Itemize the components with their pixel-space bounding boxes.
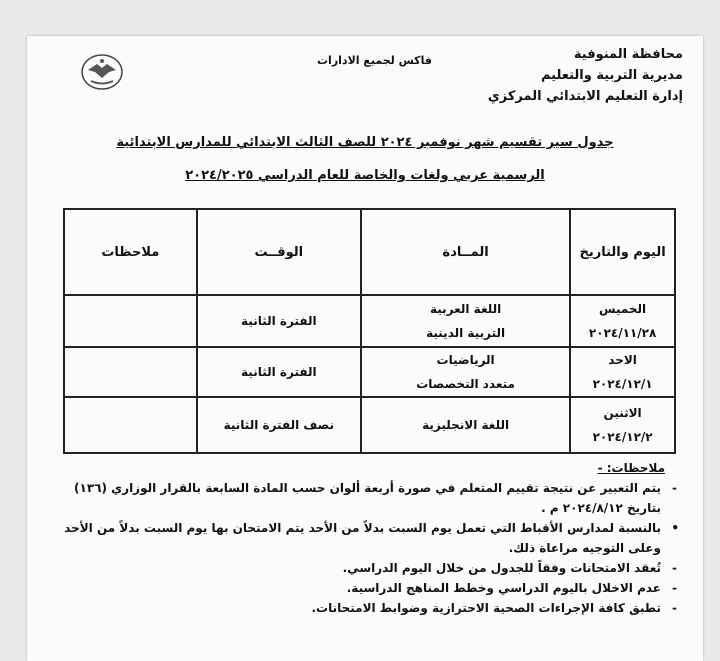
table-row xyxy=(64,295,675,347)
subject-name: التربية الدينية xyxy=(426,326,506,340)
header-day: اليوم والتاريخ xyxy=(570,209,675,295)
day-cell xyxy=(570,347,675,397)
subject-name: متعدد التخصصات xyxy=(416,377,515,391)
header-notes: ملاحظات xyxy=(64,209,197,295)
header-subject: المــادة xyxy=(361,209,570,295)
governorate-line: محافظة المنوفية xyxy=(573,47,683,62)
subject-cell xyxy=(361,347,570,397)
day-name: الاثنين xyxy=(603,406,642,420)
table-row xyxy=(64,347,675,397)
day-date: ٢٠٢٤/١٢/٢ xyxy=(592,430,653,444)
time-cell: الفترة الثانية xyxy=(197,347,361,397)
list-item: - يتم التعبير عن نتيجة تقييم المتعلم في صورة أربعة ألوان حسب المادة السابعة بالقرار الوزاري (١٣٦) بتاريخ ٢٠٢٤/٨/١٢ م . xyxy=(43,478,683,518)
time-cell: الفترة الثانية xyxy=(197,295,361,347)
time-cell: نصف الفترة الثانية xyxy=(197,397,361,453)
letterhead xyxy=(488,44,683,107)
day-name: الاحد xyxy=(608,353,637,367)
list-item: • بالنسبة لمدارس الأقباط التي تعمل يوم السبت بدلاً من الأحد يتم الامتحان بها يوم السبت بدلاً من الأحد وعلى التوجيه مراعاة ذلك. xyxy=(43,518,683,558)
title-line-1: جدول سير تقسيم شهر نوفمبر ٢٠٢٤ للصف الثالث الابتدائي للمدارس الابتدائية xyxy=(116,135,614,150)
notes-cell xyxy=(64,295,197,347)
subject-cell: اللغة الانجليزية xyxy=(361,397,570,453)
notes-cell xyxy=(64,347,197,397)
notes-title: ملاحظات: - xyxy=(597,461,665,475)
header-time: الوقــت xyxy=(197,209,361,295)
subject-name: الرياضيات xyxy=(436,353,495,367)
subject-cell xyxy=(361,295,570,347)
day-cell xyxy=(570,397,675,453)
document-page xyxy=(27,36,703,661)
notes-list xyxy=(43,478,683,618)
table-row xyxy=(64,397,675,453)
fax-note: فاكس لجميع الادارات xyxy=(317,54,432,67)
title-line-2: الرسمية عربي ولغات والخاصة للعام الدراسي ٢٠٢٤/٢٠٢٥ xyxy=(185,168,545,183)
notes-cell xyxy=(64,397,197,453)
emblem-logo xyxy=(79,48,125,94)
department-line: إدارة التعليم الابتدائي المركزي xyxy=(487,89,683,104)
list-item: - تُعقد الامتحانات وفقاً للجدول من خلال اليوم الدراسي. xyxy=(43,558,683,578)
list-item: - تطبق كافة الإجراءات الصحية الاحترازية وضوابط الامتحانات. xyxy=(43,598,683,618)
list-item: - عدم الاخلال باليوم الدراسي وخطط المناهج الدراسية. xyxy=(43,578,683,598)
table-header-row xyxy=(64,209,675,295)
day-date: ٢٠٢٤/١٢/١ xyxy=(592,377,653,391)
day-date: ٢٠٢٤/١١/٢٨ xyxy=(588,326,657,340)
day-name: الخميس xyxy=(599,302,647,316)
subject-name: اللغة العربية xyxy=(429,302,502,316)
directorate-line: مديرية التربية والتعليم xyxy=(540,68,683,83)
exam-schedule-table xyxy=(63,208,676,454)
day-cell xyxy=(570,295,675,347)
notes-section xyxy=(43,458,683,618)
